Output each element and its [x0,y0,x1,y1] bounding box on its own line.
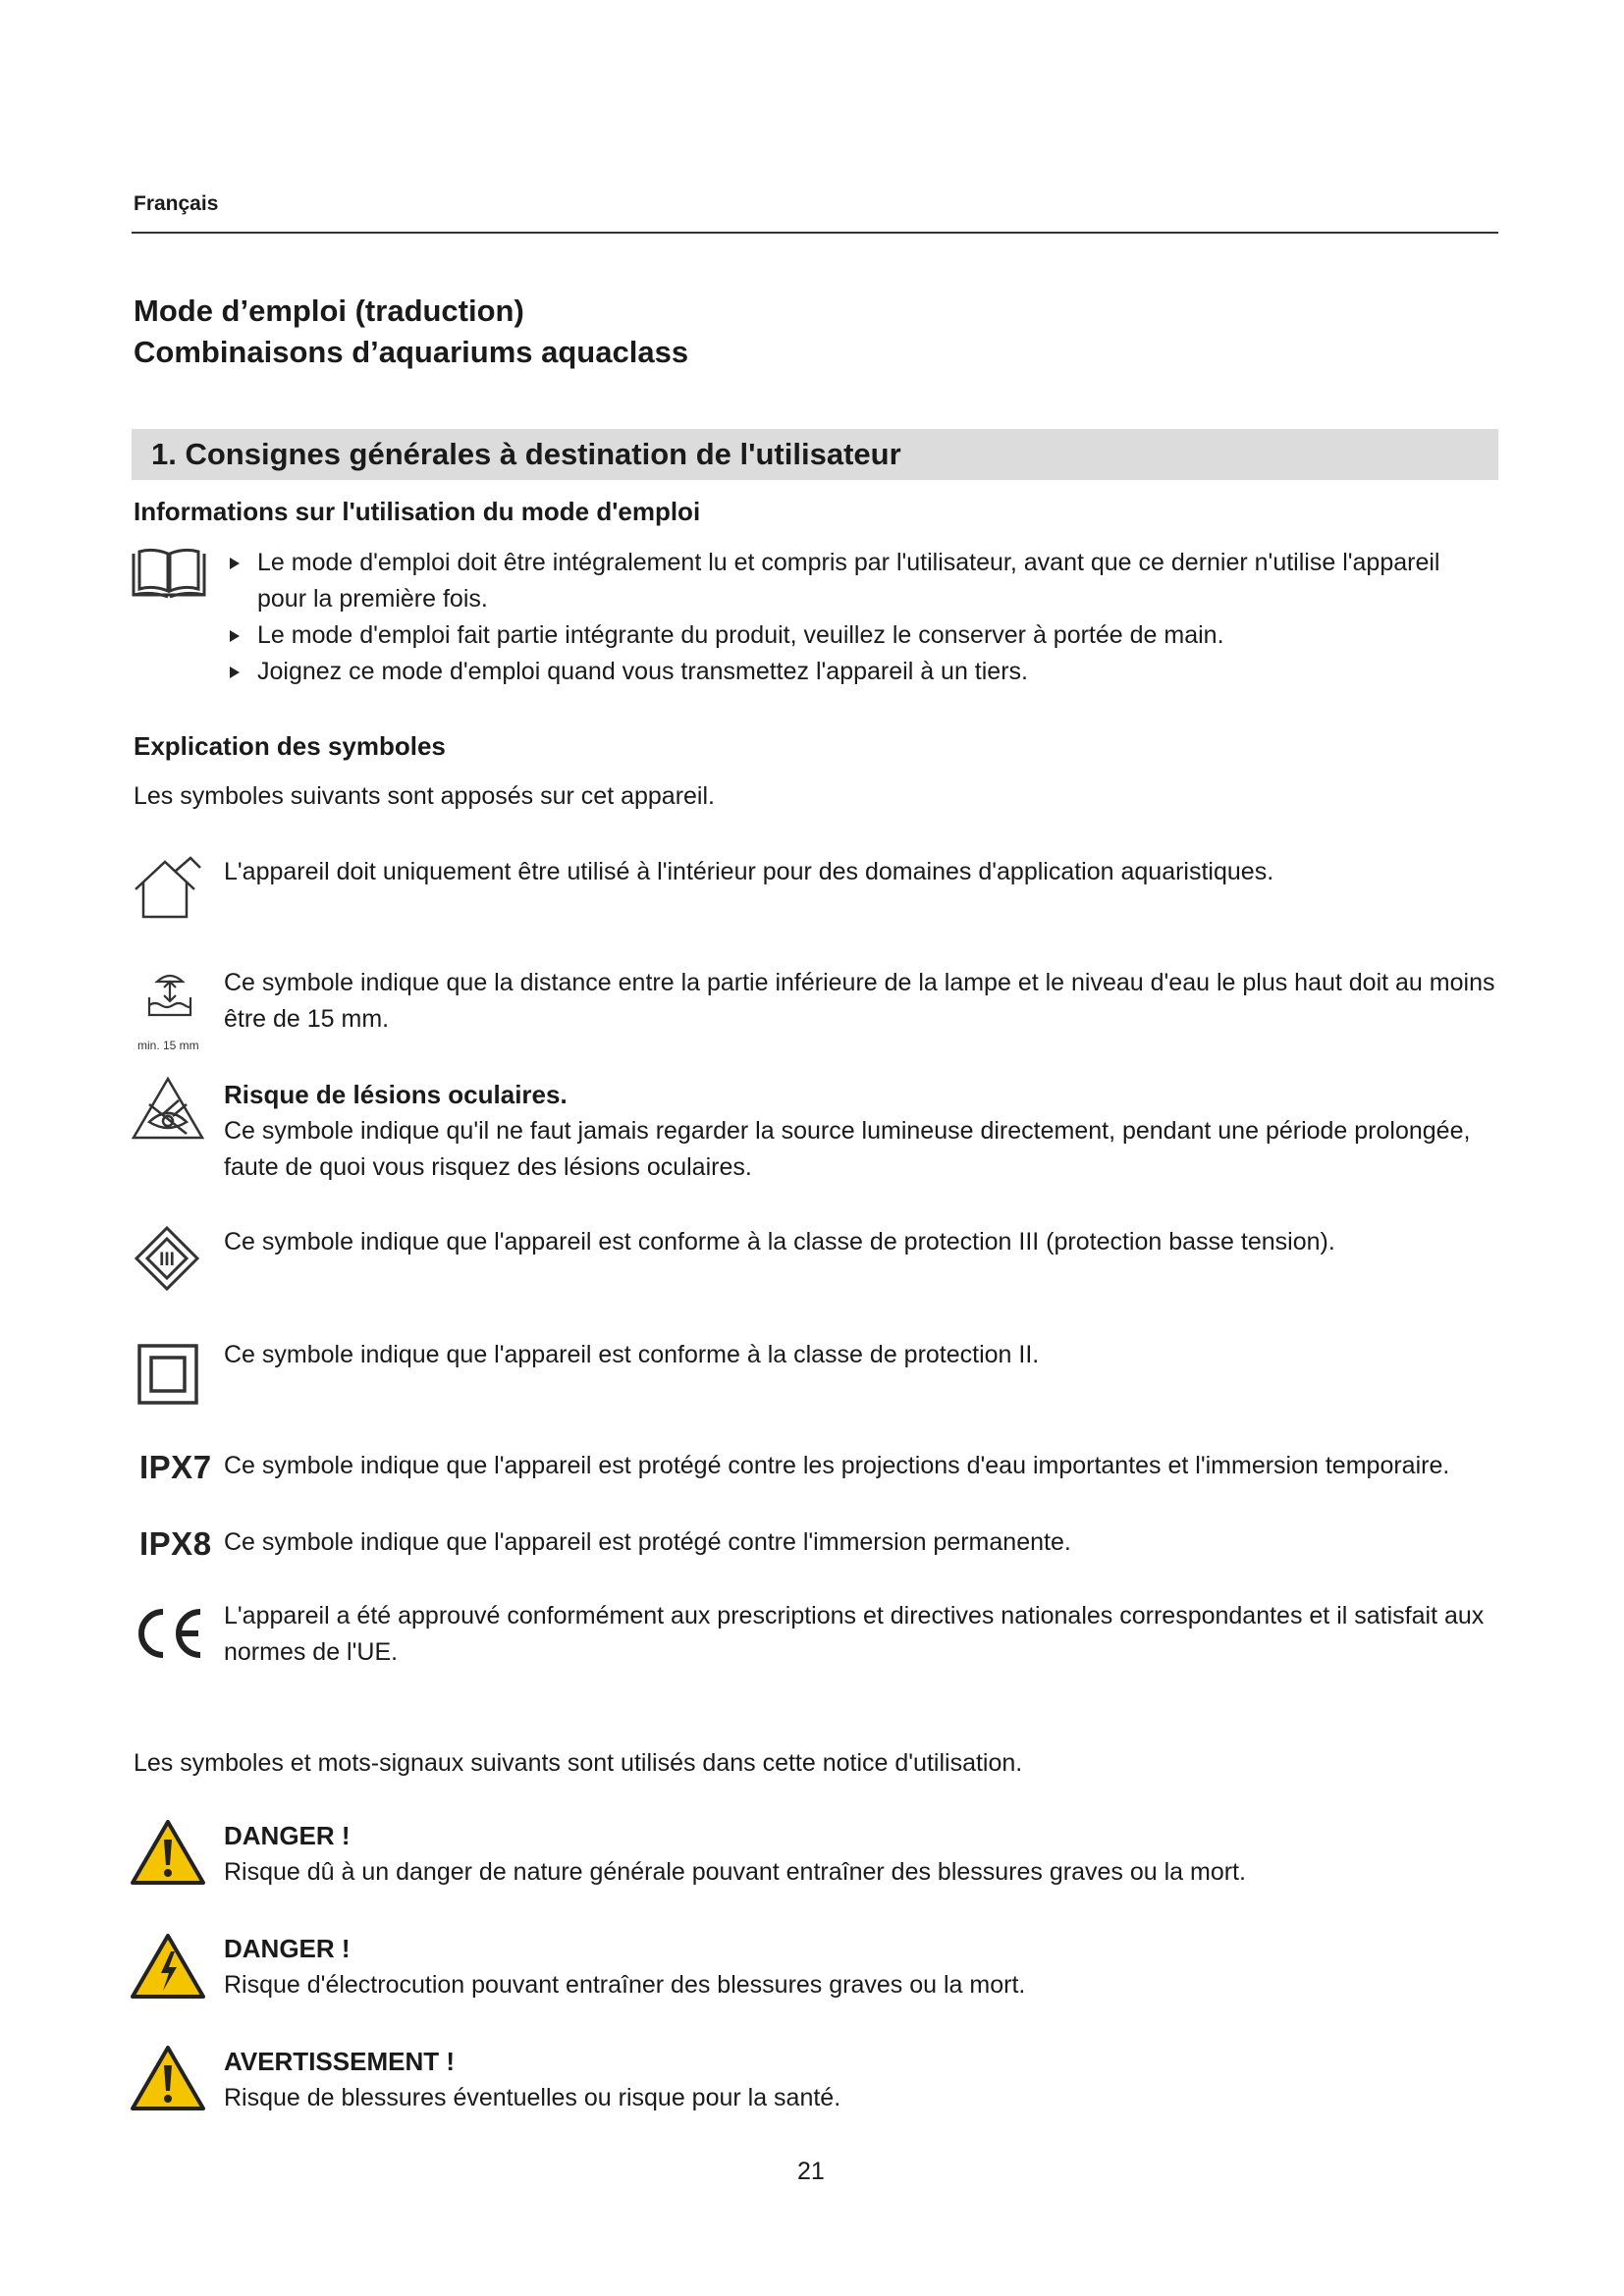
symbol-desc-eye: Ce symbole indique qu'il ne faut jamais regarder la source lumineuse directement, pendant une période prolongée, faute de quoi vous risquez des lésions oculaires. [224,1117,1471,1181]
symbol-text-class-iii: Ce symbole indique que l'appareil est conforme à la classe de protection III (protection basse tension). [224,1228,1335,1255]
symbol-text-min-distance: Ce symbole indique que la distance entre la partie inférieure de la lampe et le niveau d'eau le plus haut doit au moins être de 15 mm. [224,969,1495,1033]
ipx7-label: IPX7 [139,1449,212,1485]
symbol-text-indoor: L'appareil doit uniquement être utilisé à l'intérieur pour des domaines d'application aquaristiques. [224,858,1274,885]
signal-electric-danger [224,1931,1500,2003]
symbol-text-ce: L'appareil a été approuvé conformément aux prescriptions et directives nationales correspondantes et il satisfait aux normes de l'UE. [224,1602,1485,1666]
section-heading: 1. Consignes générales à destination de l'utilisateur [151,437,901,471]
class-iii-label: III [159,1250,175,1270]
symbol-text-eye [224,1077,1500,1186]
signal-warning [224,2044,1500,2116]
signal-desc-general-danger: Risque dû à un danger de nature générale pouvant entraîner des blessures graves ou la mort. [224,1858,1246,1886]
min-distance-caption: min. 15 mm [137,1039,199,1052]
signal-desc-electric-danger: Risque d'électrocution pouvant entraîner des blessures graves ou la mort. [224,1971,1026,1999]
signal-title-electric-danger: DANGER ! [224,1934,351,1963]
eye-injury-warning-icon [130,1075,206,1144]
header-divider [132,232,1498,234]
symbols-intro: Les symboles suivants sont apposés sur cet appareil. [134,782,715,810]
document-title-line-2: Combinaisons d’aquariums aquaclass [134,335,689,369]
general-danger-icon [130,1818,206,1887]
signal-general-danger [224,1818,1500,1891]
ce-mark-icon [132,1606,206,1661]
warning-icon [130,2044,206,2112]
language-label: Français [134,192,219,215]
symbol-text-ipx7: Ce symbole indique que l'appareil est protégé contre les projections d'eau importantes et l'immersion temporaire. [224,1452,1450,1479]
indoor-house-icon [132,856,204,921]
protection-class-iii-icon [134,1225,200,1292]
protection-class-ii-icon [136,1343,199,1406]
document-title-line-1: Mode d’emploi (traduction) [134,294,524,328]
symbol-title-eye: Risque de lésions oculaires. [224,1080,568,1109]
info-bullet-list [228,545,1494,690]
list-item: Le mode d'emploi fait partie intégrante du produit, veuillez le conserver à portée de main. [228,617,1494,654]
ipx8-label: IPX8 [139,1525,212,1562]
symbol-text-ipx8: Ce symbole indique que l'appareil est protégé contre l'immersion permanente. [224,1528,1071,1556]
symbol-text-class-ii: Ce symbole indique que l'appareil est conforme à la classe de protection II. [224,1341,1040,1368]
page-number: 21 [797,2158,825,2185]
signals-intro: Les symboles et mots-signaux suivants sont utilisés dans cette notice d'utilisation. [134,1749,1023,1777]
signal-desc-warning: Risque de blessures éventuelles ou risque pour la santé. [224,2084,841,2111]
open-book-icon [130,546,208,601]
list-item: Joignez ce mode d'emploi quand vous transmettez l'appareil à un tiers. [228,654,1494,690]
min-distance-lamp-icon [137,968,202,1037]
info-heading: Informations sur l'utilisation du mode d'emploi [134,497,701,526]
document-title [134,291,688,373]
signal-title-general-danger: DANGER ! [224,1821,351,1850]
symbols-heading: Explication des symboles [134,731,446,761]
signal-title-warning: AVERTISSEMENT ! [224,2047,455,2076]
list-item: Le mode d'emploi doit être intégralement lu et compris par l'utilisateur, avant que ce dernier n'utilise l'appareil pour la première fois. [228,545,1494,617]
electric-danger-icon [130,1932,206,2001]
